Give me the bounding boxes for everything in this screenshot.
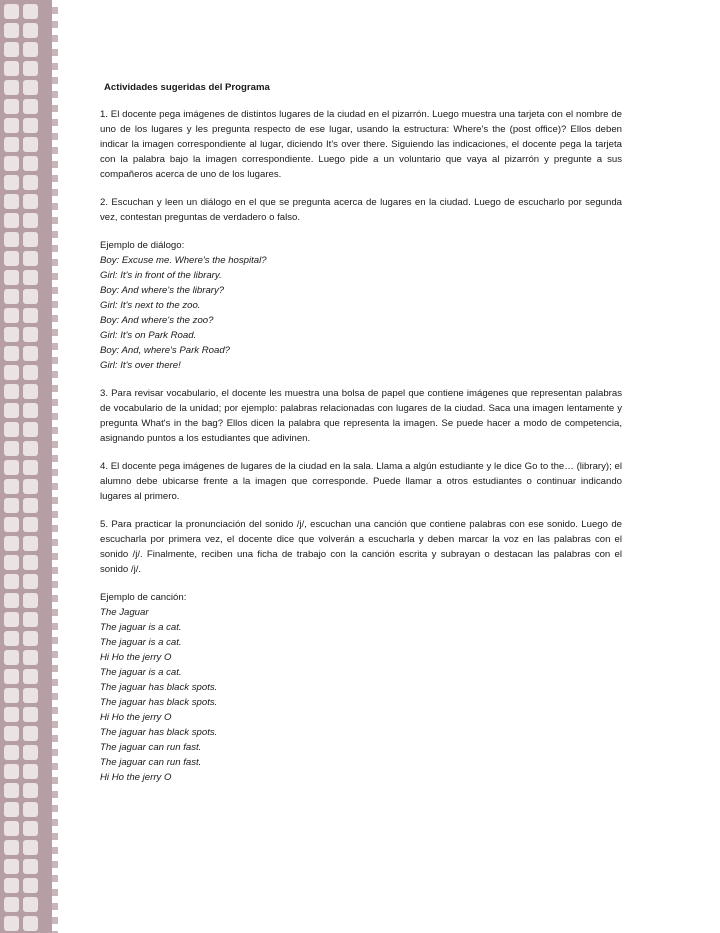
filmstrip-square [23,555,38,570]
filmstrip-square [4,631,19,646]
filmstrip-square [4,859,19,874]
filmstrip-square [23,574,38,589]
filmstrip-square [23,745,38,760]
filmstrip-square [23,175,38,190]
filmstrip-square [23,346,38,361]
dialog-line: Boy: And, where's Park Road? [100,345,230,356]
filmstrip-square [4,384,19,399]
filmstrip-square [4,878,19,893]
filmstrip-square [4,916,19,931]
filmstrip-square [23,707,38,722]
filmstrip-square [4,479,19,494]
filmstrip-square [23,156,38,171]
filmstrip-square [4,346,19,361]
filmstrip-square [23,764,38,779]
filmstrip-square [23,612,38,627]
dialog-label: Ejemplo de diálogo: [100,240,185,251]
filmstrip-square [4,783,19,798]
filmstrip-square [23,365,38,380]
song-line: Hi Ho the jerry O [100,652,172,663]
dialog-line: Girl: It's over there! [100,360,181,371]
filmstrip-square [23,878,38,893]
filmstrip-square [23,688,38,703]
song-line: Hi Ho the jerry O [100,772,172,783]
filmstrip-square [23,783,38,798]
filmstrip-square [4,289,19,304]
filmstrip-square [23,137,38,152]
filmstrip-square [4,555,19,570]
filmstrip-square [23,897,38,912]
song-line: The jaguar can run fast. [100,757,202,768]
filmstrip-square [4,669,19,684]
filmstrip-square [4,536,19,551]
filmstrip-square [4,403,19,418]
filmstrip-square [4,175,19,190]
filmstrip-square [4,498,19,513]
filmstrip-square [4,251,19,266]
song-line: The jaguar is a cat. [100,637,182,648]
filmstrip-square [4,574,19,589]
filmstrip-square [4,745,19,760]
filmstrip-square [4,650,19,665]
filmstrip-square [23,460,38,475]
filmstrip-square [23,289,38,304]
filmstrip-square [23,118,38,133]
song-line: The jaguar can run fast. [100,742,202,753]
filmstrip-square [23,384,38,399]
activity-3: 3. Para revisar vocabulario, el docente les muestra una bolsa de papel que contiene imágenes que representan palabras de vocabulario de la unidad; por ejemplo: palabras relacionadas con lugares de la ciudad. Saca una imagen lentamente y pregunta What's in the bag? Ellos dicen la palabra que representa la imagen. Se puede hacer a modo de competencia, asignando puntos a los estudiantes que adivinen. [100,388,622,444]
filmstrip-square [4,897,19,912]
filmstrip-square [4,137,19,152]
activity-5: 5. Para practicar la pronunciación del sonido /j/, escuchan una canción que contiene palabras con ese sonido. Luego de escucharla por primera vez, el docente dice que volverán a escucharla y deben marcar la voz en las palabras con el sonido /j/. Finalmente, reciben una ficha de trabajo con la canción escrita y subrayan o destacan las palabras con el sonido /j/. [100,519,622,575]
filmstrip-square [4,99,19,114]
perforated-edge [52,0,58,933]
song-example [100,590,622,785]
song-label: Ejemplo de canción: [100,592,187,603]
filmstrip-square [23,498,38,513]
song-line: The jaguar has black spots. [100,682,218,693]
filmstrip-square [23,213,38,228]
filmstrip-square [4,270,19,285]
filmstrip-square [4,612,19,627]
filmstrip-square [23,270,38,285]
song-line: The jaguar has black spots. [100,727,218,738]
dialog-line: Girl: It's next to the zoo. [100,300,201,311]
filmstrip-square [23,916,38,931]
dialog-line: Girl: It's on Park Road. [100,330,197,341]
filmstrip-square [23,840,38,855]
song-line: The Jaguar [100,607,149,618]
dialog-line: Boy: And where's the library? [100,285,225,296]
filmstrip-square [23,99,38,114]
filmstrip-square [23,802,38,817]
filmstrip-square [23,669,38,684]
filmstrip-square [23,327,38,342]
filmstrip-square [23,42,38,57]
filmstrip-square [4,441,19,456]
filmstrip-square [4,327,19,342]
filmstrip-square [23,859,38,874]
filmstrip-square [23,726,38,741]
filmstrip-square [4,726,19,741]
filmstrip-square [4,4,19,19]
filmstrip-square [4,707,19,722]
filmstrip-square [23,441,38,456]
filmstrip-square [23,4,38,19]
filmstrip-square [23,403,38,418]
filmstrip-square [4,517,19,532]
filmstrip-square [4,460,19,475]
filmstrip-square [23,61,38,76]
filmstrip-square [23,650,38,665]
filmstrip-square [4,194,19,209]
filmstrip-border [0,0,58,933]
filmstrip-square [4,80,19,95]
filmstrip-square [23,536,38,551]
filmstrip-square [23,251,38,266]
filmstrip-square [4,42,19,57]
filmstrip-square [4,365,19,380]
filmstrip-square [23,821,38,836]
filmstrip-square [4,840,19,855]
dialog-line: Girl: It's in front of the library. [100,270,222,281]
filmstrip-square [23,23,38,38]
filmstrip-square [23,631,38,646]
filmstrip-square [23,80,38,95]
song-line: Hi Ho the jerry O [100,712,172,723]
dialog-line: Boy: Excuse me. Where's the hospital? [100,255,267,266]
filmstrip-square [4,688,19,703]
filmstrip-square [4,23,19,38]
activity-1: 1. El docente pega imágenes de distintos lugares de la ciudad en el pizarrón. Luego muestra una tarjeta con el nombre de uno de los lugares y les pregunta respecto de ese lugar, usando la estructura: Where's the (post office)? Ellos deben indicar la imagen correspondiente al lugar, diciendo It's over there. Siguiendo las indicaciones, el docente pega la tarjeta con la palabra bajo la imagen correspondiente. Luego pide a un voluntario que vaya al pizarrón y pregunte a sus compañeros acerca de uno de los lugares. [100,109,622,180]
activity-4: 4. El docente pega imágenes de lugares de la ciudad en la sala. Llama a algún estudiante y le dice Go to the… (library); el alumno debe ubicarse frente a la imagen que corresponde. Puede llamar a otros estudiantes o continuar indicando lugares al primero. [100,461,622,502]
filmstrip-square [4,593,19,608]
filmstrip-square [23,232,38,247]
filmstrip-square [23,593,38,608]
filmstrip-square [4,156,19,171]
filmstrip-square [4,308,19,323]
filmstrip-square [23,517,38,532]
filmstrip-square [4,802,19,817]
filmstrip-square [23,479,38,494]
filmstrip-square [4,118,19,133]
filmstrip-square [4,232,19,247]
document-page [100,80,622,798]
song-line: The jaguar is a cat. [100,667,182,678]
filmstrip-square [23,422,38,437]
filmstrip-square [4,213,19,228]
filmstrip-square [4,422,19,437]
dialog-line: Boy: And where's the zoo? [100,315,214,326]
filmstrip-square [4,821,19,836]
dialog-example [100,238,622,373]
activity-2: 2. Escuchan y leen un diálogo en el que se pregunta acerca de lugares en la ciudad. Luego de escucharlo por segunda vez, contestan preguntas de verdadero o falso. [100,197,622,223]
page-title: Actividades sugeridas del Programa [104,82,270,93]
filmstrip-square [23,308,38,323]
filmstrip-square [4,61,19,76]
filmstrip-square [23,194,38,209]
filmstrip-square [4,764,19,779]
song-line: The jaguar is a cat. [100,622,182,633]
song-line: The jaguar has black spots. [100,697,218,708]
